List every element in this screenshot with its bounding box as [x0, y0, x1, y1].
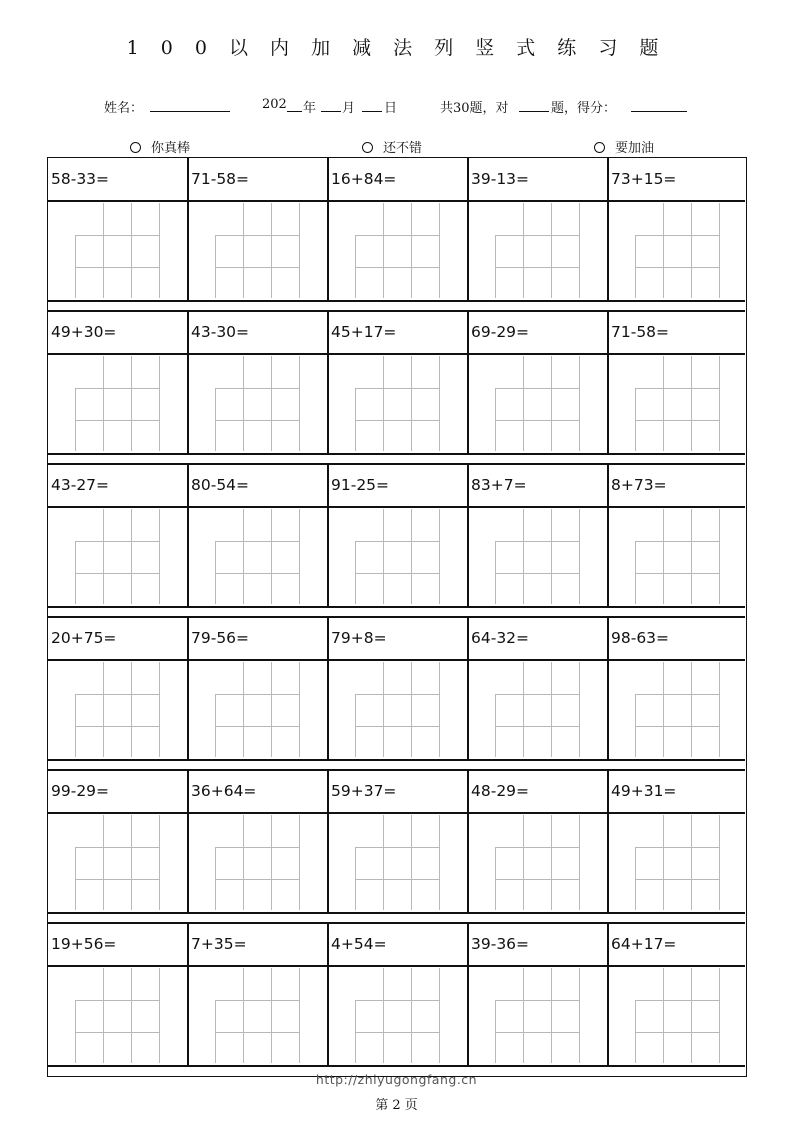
calc-grid-line [719, 662, 720, 757]
column-divider [327, 770, 329, 912]
column-divider [327, 617, 329, 759]
problem-equation: 45+17= [331, 323, 397, 341]
block-divider [48, 606, 745, 608]
rating-try-harder[interactable]: 要加油 [594, 137, 654, 156]
calc-grid-line [299, 203, 300, 298]
column-divider [607, 464, 609, 606]
calc-grid-line [551, 509, 552, 604]
calc-grid-line [383, 662, 384, 757]
problem-cell [328, 158, 468, 300]
calc-grid-line [579, 356, 580, 451]
calc-grid-line [635, 573, 720, 574]
column-divider [187, 617, 189, 759]
calc-grid-line [75, 726, 160, 727]
problem-equation: 19+56= [51, 935, 117, 953]
calc-grid-line [355, 573, 440, 574]
rating-great[interactable]: 你真棒 [130, 137, 190, 156]
day-label: 日 [384, 101, 398, 116]
calc-grid-line [383, 203, 384, 298]
problem-equation: 39-36= [471, 935, 530, 953]
column-divider [467, 311, 469, 453]
calc-grid-line [523, 815, 524, 910]
column-divider [607, 311, 609, 453]
calc-grid-line [495, 1032, 580, 1033]
problem-equation: 7+35= [191, 935, 247, 953]
calc-grid-line [635, 726, 720, 727]
calc-grid-line [719, 815, 720, 910]
problem-cell [188, 311, 328, 453]
calc-grid-line [131, 203, 132, 298]
calc-grid-line [131, 356, 132, 451]
rating-good[interactable]: 还不错 [362, 137, 422, 156]
problem-cell [188, 464, 328, 606]
column-divider [327, 158, 329, 300]
column-divider [607, 770, 609, 912]
column-divider [187, 311, 189, 453]
correct-blank[interactable] [519, 97, 549, 112]
score-blank[interactable] [631, 97, 687, 112]
calc-grid-line [131, 662, 132, 757]
calc-grid-line [215, 420, 300, 421]
calc-grid-line [523, 662, 524, 757]
calc-grid-line [551, 815, 552, 910]
calc-grid-line [663, 509, 664, 604]
problem-cell [468, 923, 608, 1065]
calc-grid-line [439, 356, 440, 451]
calc-grid-line [691, 662, 692, 757]
problem-equation: 91-25= [331, 476, 390, 494]
calc-grid-line [215, 267, 300, 268]
calc-grid-line [663, 662, 664, 757]
calc-grid-line [355, 267, 440, 268]
calc-grid-line [131, 509, 132, 604]
problem-cell [48, 617, 188, 759]
total-label: 共30题，对 [440, 101, 509, 116]
calc-grid-line [299, 662, 300, 757]
calc-grid-line [691, 356, 692, 451]
block-divider [48, 453, 745, 455]
footer-url: http://zhiyugongfang.cn [315, 1072, 478, 1087]
problem-equation: 39-13= [471, 170, 530, 188]
calc-grid-line [75, 879, 160, 880]
circle-icon[interactable] [594, 142, 605, 153]
calc-grid-line [159, 509, 160, 604]
calc-grid-line [551, 968, 552, 1063]
year-prefix: 202 [262, 97, 287, 112]
problem-equation: 4+54= [331, 935, 387, 953]
calc-grid-line [243, 662, 244, 757]
calc-grid-line [719, 203, 720, 298]
calc-grid-line [439, 509, 440, 604]
column-divider [467, 158, 469, 300]
calc-grid-line [215, 573, 300, 574]
calc-grid-line [159, 662, 160, 757]
calc-grid-line [411, 815, 412, 910]
calc-grid-line [75, 420, 160, 421]
problem-cell [468, 158, 608, 300]
problem-cell [608, 311, 748, 453]
calc-grid-line [439, 203, 440, 298]
problem-cell [188, 770, 328, 912]
calc-grid-line [579, 662, 580, 757]
name-blank[interactable] [150, 97, 230, 112]
column-divider [187, 770, 189, 912]
calc-grid-line [663, 968, 664, 1063]
calc-grid-line [299, 968, 300, 1063]
calc-grid-line [411, 662, 412, 757]
calc-grid-line [103, 968, 104, 1063]
problem-cell [48, 464, 188, 606]
page-number: 第 2 页 [375, 1098, 418, 1113]
calc-grid-line [635, 420, 720, 421]
day-blank[interactable] [362, 97, 382, 112]
column-divider [187, 158, 189, 300]
problem-equation: 49+30= [51, 323, 117, 341]
calc-grid-line [159, 356, 160, 451]
problem-cell [48, 923, 188, 1065]
calc-grid-line [719, 356, 720, 451]
calc-grid-line [663, 203, 664, 298]
column-divider [467, 464, 469, 606]
calc-grid-line [243, 203, 244, 298]
calc-grid-line [299, 356, 300, 451]
problem-cell [608, 770, 748, 912]
problem-equation: 83+7= [471, 476, 527, 494]
calc-grid-line [355, 879, 440, 880]
problem-equation: 71-58= [611, 323, 670, 341]
problem-equation: 58-33= [51, 170, 110, 188]
calc-grid-line [271, 968, 272, 1063]
calc-grid-line [299, 815, 300, 910]
problem-cell [468, 770, 608, 912]
calc-grid-line [131, 968, 132, 1063]
calc-grid-line [355, 420, 440, 421]
problem-equation: 48-29= [471, 782, 530, 800]
block-divider [48, 300, 745, 302]
calc-grid-line [271, 356, 272, 451]
problem-equation: 79-56= [191, 629, 250, 647]
problem-equation: 73+15= [611, 170, 677, 188]
calc-grid-line [551, 356, 552, 451]
calc-grid-line [75, 573, 160, 574]
calc-grid-line [411, 356, 412, 451]
problem-equation: 64+17= [611, 935, 677, 953]
column-divider [607, 158, 609, 300]
problem-cell [468, 311, 608, 453]
calc-grid-line [215, 879, 300, 880]
problem-equation: 79+8= [331, 629, 387, 647]
problem-equation: 71-58= [191, 170, 250, 188]
calc-grid-line [383, 356, 384, 451]
problem-cell [468, 617, 608, 759]
calc-grid-line [159, 815, 160, 910]
problem-equation: 8+73= [611, 476, 667, 494]
calc-grid-line [383, 509, 384, 604]
calc-grid-line [719, 509, 720, 604]
calc-grid-line [355, 1032, 440, 1033]
problem-cell [188, 158, 328, 300]
calc-grid-line [635, 1032, 720, 1033]
calc-grid-line [719, 968, 720, 1063]
calc-grid-line [691, 203, 692, 298]
calc-grid-line [691, 968, 692, 1063]
name-label: 姓名： [104, 101, 144, 116]
problem-cell [188, 617, 328, 759]
problem-cell [328, 617, 468, 759]
calc-grid-line [439, 968, 440, 1063]
problem-equation: 69-29= [471, 323, 530, 341]
column-divider [607, 617, 609, 759]
month-label: 月 [342, 101, 356, 116]
calc-grid-line [103, 356, 104, 451]
problem-equation: 59+37= [331, 782, 397, 800]
calc-grid-line [271, 509, 272, 604]
problem-cell [328, 770, 468, 912]
calc-grid-line [383, 968, 384, 1063]
calc-grid-line [243, 815, 244, 910]
calc-grid-line [383, 815, 384, 910]
year-blank[interactable] [287, 97, 302, 112]
block-divider [48, 1065, 745, 1067]
problem-equation: 80-54= [191, 476, 250, 494]
problem-cell [48, 311, 188, 453]
problem-cell [48, 158, 188, 300]
calc-grid-line [691, 509, 692, 604]
calc-grid-line [579, 815, 580, 910]
problem-cell [48, 770, 188, 912]
calc-grid-line [663, 815, 664, 910]
calc-grid-line [159, 203, 160, 298]
problem-equation: 16+84= [331, 170, 397, 188]
calc-grid-line [75, 1032, 160, 1033]
block-divider [48, 759, 745, 761]
problem-cell [328, 311, 468, 453]
page-title: 1 0 0 以 内 加 减 法 列 竖 式 练 习 题 [126, 37, 667, 59]
problem-cell [328, 923, 468, 1065]
calc-grid-line [355, 726, 440, 727]
calc-grid-line [495, 573, 580, 574]
calc-grid-line [523, 968, 524, 1063]
calc-grid-line [103, 815, 104, 910]
calc-grid-line [691, 815, 692, 910]
calc-grid-line [551, 662, 552, 757]
calc-grid-line [439, 815, 440, 910]
problem-equation: 20+75= [51, 629, 117, 647]
column-divider [187, 923, 189, 1065]
calc-grid-line [299, 509, 300, 604]
problem-cell [608, 158, 748, 300]
calc-grid-line [495, 726, 580, 727]
calc-grid-line [159, 968, 160, 1063]
problem-cell [468, 464, 608, 606]
problem-cell [608, 464, 748, 606]
calc-grid-line [523, 509, 524, 604]
calc-grid-line [243, 968, 244, 1063]
calc-grid-line [131, 815, 132, 910]
worksheet-grid [47, 157, 747, 1077]
problem-equation: 49+31= [611, 782, 677, 800]
column-divider [467, 617, 469, 759]
problem-cell [328, 464, 468, 606]
calc-grid-line [439, 662, 440, 757]
calc-grid-line [103, 203, 104, 298]
column-divider [187, 464, 189, 606]
calc-grid-line [579, 968, 580, 1063]
calc-grid-line [215, 1032, 300, 1033]
problem-equation: 99-29= [51, 782, 110, 800]
score-label: 题，得分： [551, 101, 617, 116]
calc-grid-line [635, 267, 720, 268]
month-blank[interactable] [321, 97, 341, 112]
problem-cell [608, 617, 748, 759]
calc-grid-line [75, 267, 160, 268]
calc-grid-line [243, 356, 244, 451]
calc-grid-line [551, 203, 552, 298]
column-divider [607, 923, 609, 1065]
problem-cell [188, 923, 328, 1065]
calc-grid-line [411, 203, 412, 298]
calc-grid-line [271, 815, 272, 910]
problem-cell [608, 923, 748, 1065]
calc-grid-line [495, 879, 580, 880]
circle-icon[interactable] [130, 142, 141, 153]
calc-grid-line [271, 203, 272, 298]
calc-grid-line [103, 662, 104, 757]
column-divider [467, 923, 469, 1065]
calc-grid-line [411, 509, 412, 604]
calc-grid-line [271, 662, 272, 757]
column-divider [327, 464, 329, 606]
calc-grid-line [411, 968, 412, 1063]
problem-equation: 43-30= [191, 323, 250, 341]
calc-grid-line [523, 356, 524, 451]
calc-grid-line [523, 203, 524, 298]
calc-grid-line [579, 509, 580, 604]
calc-grid-line [635, 879, 720, 880]
calc-grid-line [103, 509, 104, 604]
year-label: 年 [303, 101, 317, 116]
calc-grid-line [495, 267, 580, 268]
problem-equation: 36+64= [191, 782, 257, 800]
calc-grid-line [495, 420, 580, 421]
calc-grid-line [579, 203, 580, 298]
calc-grid-line [663, 356, 664, 451]
problem-equation: 64-32= [471, 629, 530, 647]
block-divider [48, 912, 745, 914]
circle-icon[interactable] [362, 142, 373, 153]
column-divider [327, 923, 329, 1065]
calc-grid-line [243, 509, 244, 604]
problem-equation: 98-63= [611, 629, 670, 647]
student-info-line [0, 97, 793, 117]
calc-grid-line [215, 726, 300, 727]
column-divider [327, 311, 329, 453]
column-divider [467, 770, 469, 912]
problem-equation: 43-27= [51, 476, 110, 494]
